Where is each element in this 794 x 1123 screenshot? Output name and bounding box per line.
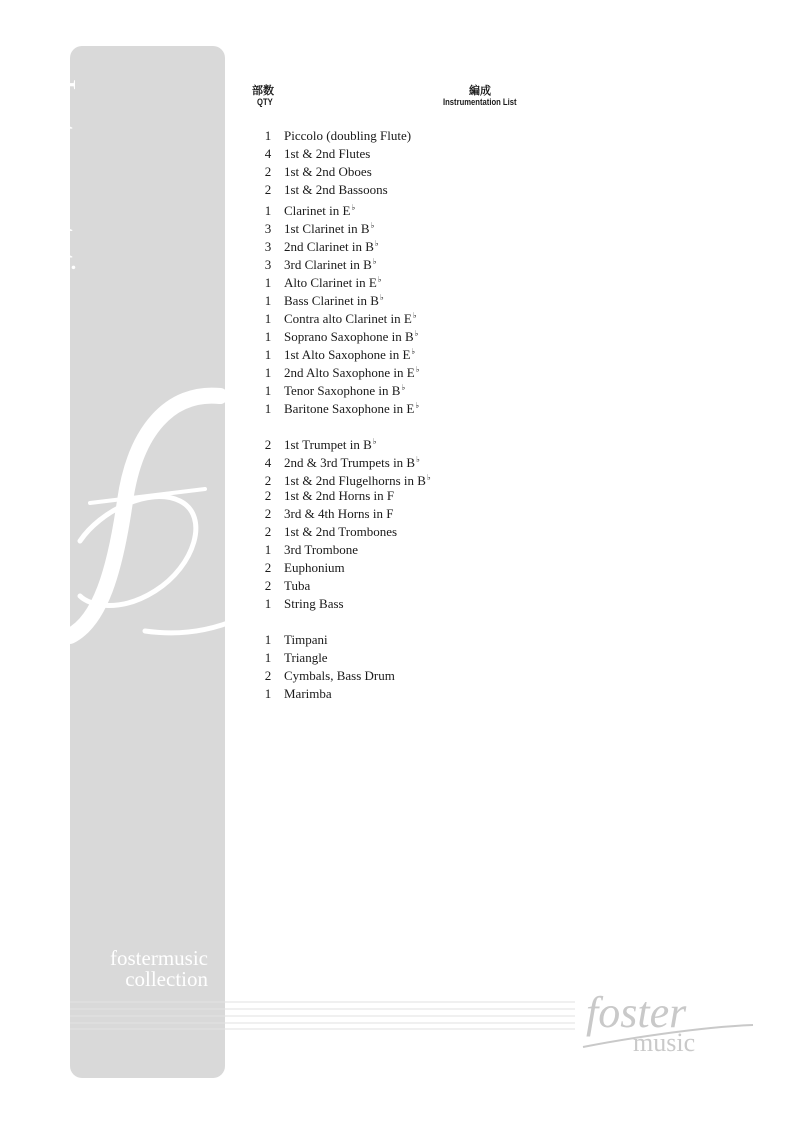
flat-sign: ♭ [372, 257, 377, 266]
instrument-name-text: Bass Clarinet in B [284, 293, 379, 308]
list-item [252, 271, 582, 289]
collection-line2: collection [125, 967, 208, 991]
instrument-qty: 2 [264, 560, 272, 575]
list-item [252, 145, 582, 163]
instrument-name-text: 1st Clarinet in B [284, 221, 370, 236]
instrument-name-text: 2nd Alto Saxophone in E [284, 365, 415, 380]
instrument-name-text: 1st & 2nd Oboes [284, 164, 372, 179]
instrument-name-text: String Bass [284, 596, 344, 611]
instrument-qty: 1 [264, 128, 272, 143]
flat-sign: ♭ [414, 329, 419, 338]
instrument-qty: 4 [264, 146, 272, 161]
list-item [252, 307, 582, 325]
instrument-name [284, 559, 345, 577]
instrument-qty: 2 [264, 578, 272, 593]
list-item [252, 451, 582, 469]
instrument-name-text: Euphonium [284, 560, 345, 575]
list-item [252, 325, 582, 343]
flat-sign: ♭ [416, 455, 420, 464]
sidebar-title: Instrumentation [45, 79, 82, 310]
instrument-name [284, 127, 411, 145]
instrument-name-text: 1st & 2nd Bassoons [284, 182, 388, 197]
instrument-name-text: 3rd Trombone [284, 542, 359, 557]
instrument-qty: 1 [264, 329, 272, 344]
instrument-name-text: Timpani [284, 632, 328, 647]
instrument-group [252, 631, 582, 703]
instrument-name-text: 2nd & 3rd Trumpets in B [284, 455, 416, 470]
flat-sign: ♭ [401, 383, 406, 392]
instrument-name-text: Baritone Saxophone in E [284, 401, 415, 416]
collection-line1: fostermusic [110, 946, 208, 970]
instrument-qty: 3 [264, 221, 272, 236]
instrument-qty: 3 [264, 239, 272, 254]
instrument-name [284, 631, 328, 649]
qty-header-en: QTY [257, 97, 273, 107]
list-item [252, 253, 582, 271]
instrument-qty: 1 [264, 542, 272, 557]
flat-sign: ♭ [411, 347, 416, 356]
instrument-name-text: Alto Clarinet in E [284, 275, 377, 290]
list-item [252, 667, 582, 685]
instrument-qty: 2 [264, 164, 272, 179]
instrument-qty: 1 [264, 203, 272, 218]
list-item [252, 181, 582, 199]
list-item [252, 235, 582, 253]
instrument-name [284, 595, 344, 613]
list-item [252, 199, 582, 217]
instrument-name-text: 1st & 2nd Trombones [284, 524, 398, 539]
logo-word-foster: foster [586, 988, 687, 1037]
logo-word-music: music [633, 1028, 696, 1057]
flat-sign: ♭ [415, 365, 420, 374]
instrument-qty: 2 [264, 524, 272, 539]
instrument-qty: 3 [264, 257, 272, 272]
instrument-qty: 2 [264, 668, 272, 683]
flat-sign: ♭ [415, 401, 420, 410]
instrument-name-text: 3rd Clarinet in B [284, 257, 372, 272]
instrument-qty: 1 [264, 311, 272, 326]
list-item [252, 559, 582, 577]
flat-sign: ♭ [372, 437, 377, 446]
instrument-name [284, 523, 397, 541]
instrument-qty: 1 [264, 383, 272, 398]
instrument-name [284, 487, 394, 505]
instrument-qty: 1 [264, 401, 272, 416]
qty-header-jp: 部数 [252, 84, 274, 97]
instrument-qty: 1 [264, 650, 272, 665]
instrument-name-text: 1st Trumpet in B [284, 437, 372, 452]
instrument-name-text: Soprano Saxophone in B [284, 329, 414, 344]
list-item [252, 469, 582, 487]
instrument-name-text: 1st & 2nd Horns in F [284, 488, 395, 503]
flat-sign: ♭ [379, 293, 384, 302]
list-item [252, 541, 582, 559]
instrumentation-header-en: Instrumentation List [443, 97, 517, 107]
list-item [252, 127, 582, 145]
instrument-qty: 1 [264, 596, 272, 611]
instrument-name-text: Piccolo (doubling Flute) [284, 128, 412, 143]
instrument-name-text: 1st Alto Saxophone in E [284, 347, 411, 362]
list-item [252, 217, 582, 235]
f-clef-monogram-icon [60, 391, 240, 641]
instrument-qty: 1 [264, 347, 272, 362]
sidebar-panel [45, 46, 225, 1078]
instrument-qty: 4 [264, 455, 272, 470]
instrument-name-text: 1st & 2nd Flugelhorns in B [284, 473, 426, 488]
list-item [252, 397, 582, 415]
instrumentation-list [252, 127, 582, 721]
flat-sign: ♭ [412, 311, 417, 320]
instrument-qty: 2 [264, 182, 272, 197]
list-item [252, 577, 582, 595]
instrument-name-text: Clarinet in E [284, 203, 351, 218]
instrument-qty: 1 [264, 293, 272, 308]
staff-lines [70, 998, 575, 1030]
instrument-qty: 1 [264, 365, 272, 380]
instrument-name [284, 667, 395, 685]
instrument-name [284, 505, 393, 523]
instrument-group [252, 127, 582, 415]
flat-sign: ♭ [370, 221, 375, 230]
instrument-name-text: Tenor Saxophone in B [284, 383, 401, 398]
instrument-qty: 2 [264, 506, 272, 521]
instrument-name-text: Cymbals, Bass Drum [284, 668, 395, 683]
instrument-qty: 2 [264, 473, 272, 488]
instrument-name-text: 1st & 2nd Flutes [284, 146, 371, 161]
list-item [252, 361, 582, 379]
instrument-name-text: 2nd Clarinet in B [284, 239, 374, 254]
instrument-name [284, 685, 332, 703]
instrument-name [284, 541, 358, 559]
instrument-qty: 1 [264, 275, 272, 290]
instrument-name [284, 163, 372, 181]
flat-sign: ♭ [351, 203, 356, 212]
instrument-name [284, 649, 328, 667]
instrument-name-text: Marimba [284, 686, 332, 701]
instrument-name [284, 181, 388, 199]
instrument-group [252, 433, 582, 613]
foster-music-logo [578, 985, 758, 1060]
list-item [252, 685, 582, 703]
instrument-qty: 1 [264, 686, 272, 701]
instrument-name-text: Contra alto Clarinet in E [284, 311, 412, 326]
list-item [252, 523, 582, 541]
list-item [252, 649, 582, 667]
list-item [252, 163, 582, 181]
instrument-qty: 2 [264, 437, 272, 452]
instrument-name-text: Triangle [284, 650, 328, 665]
instrument-qty: 1 [264, 632, 272, 647]
instrument-name [284, 397, 419, 418]
instrument-name-text: Tuba [284, 578, 311, 593]
instrument-qty: 2 [264, 488, 272, 503]
collection-label [110, 948, 208, 990]
instrument-name [284, 145, 370, 163]
list-item [252, 505, 582, 523]
flat-sign: ♭ [374, 239, 379, 248]
instrumentation-header-jp: 編成 [469, 84, 491, 97]
flat-sign: ♭ [377, 275, 382, 284]
list-item [252, 433, 582, 451]
list-item [252, 289, 582, 307]
list-item [252, 595, 582, 613]
instrument-name [284, 577, 310, 595]
list-item [252, 631, 582, 649]
instrument-name-text: 3rd & 4th Horns in F [284, 506, 394, 521]
flat-sign: ♭ [426, 473, 431, 482]
